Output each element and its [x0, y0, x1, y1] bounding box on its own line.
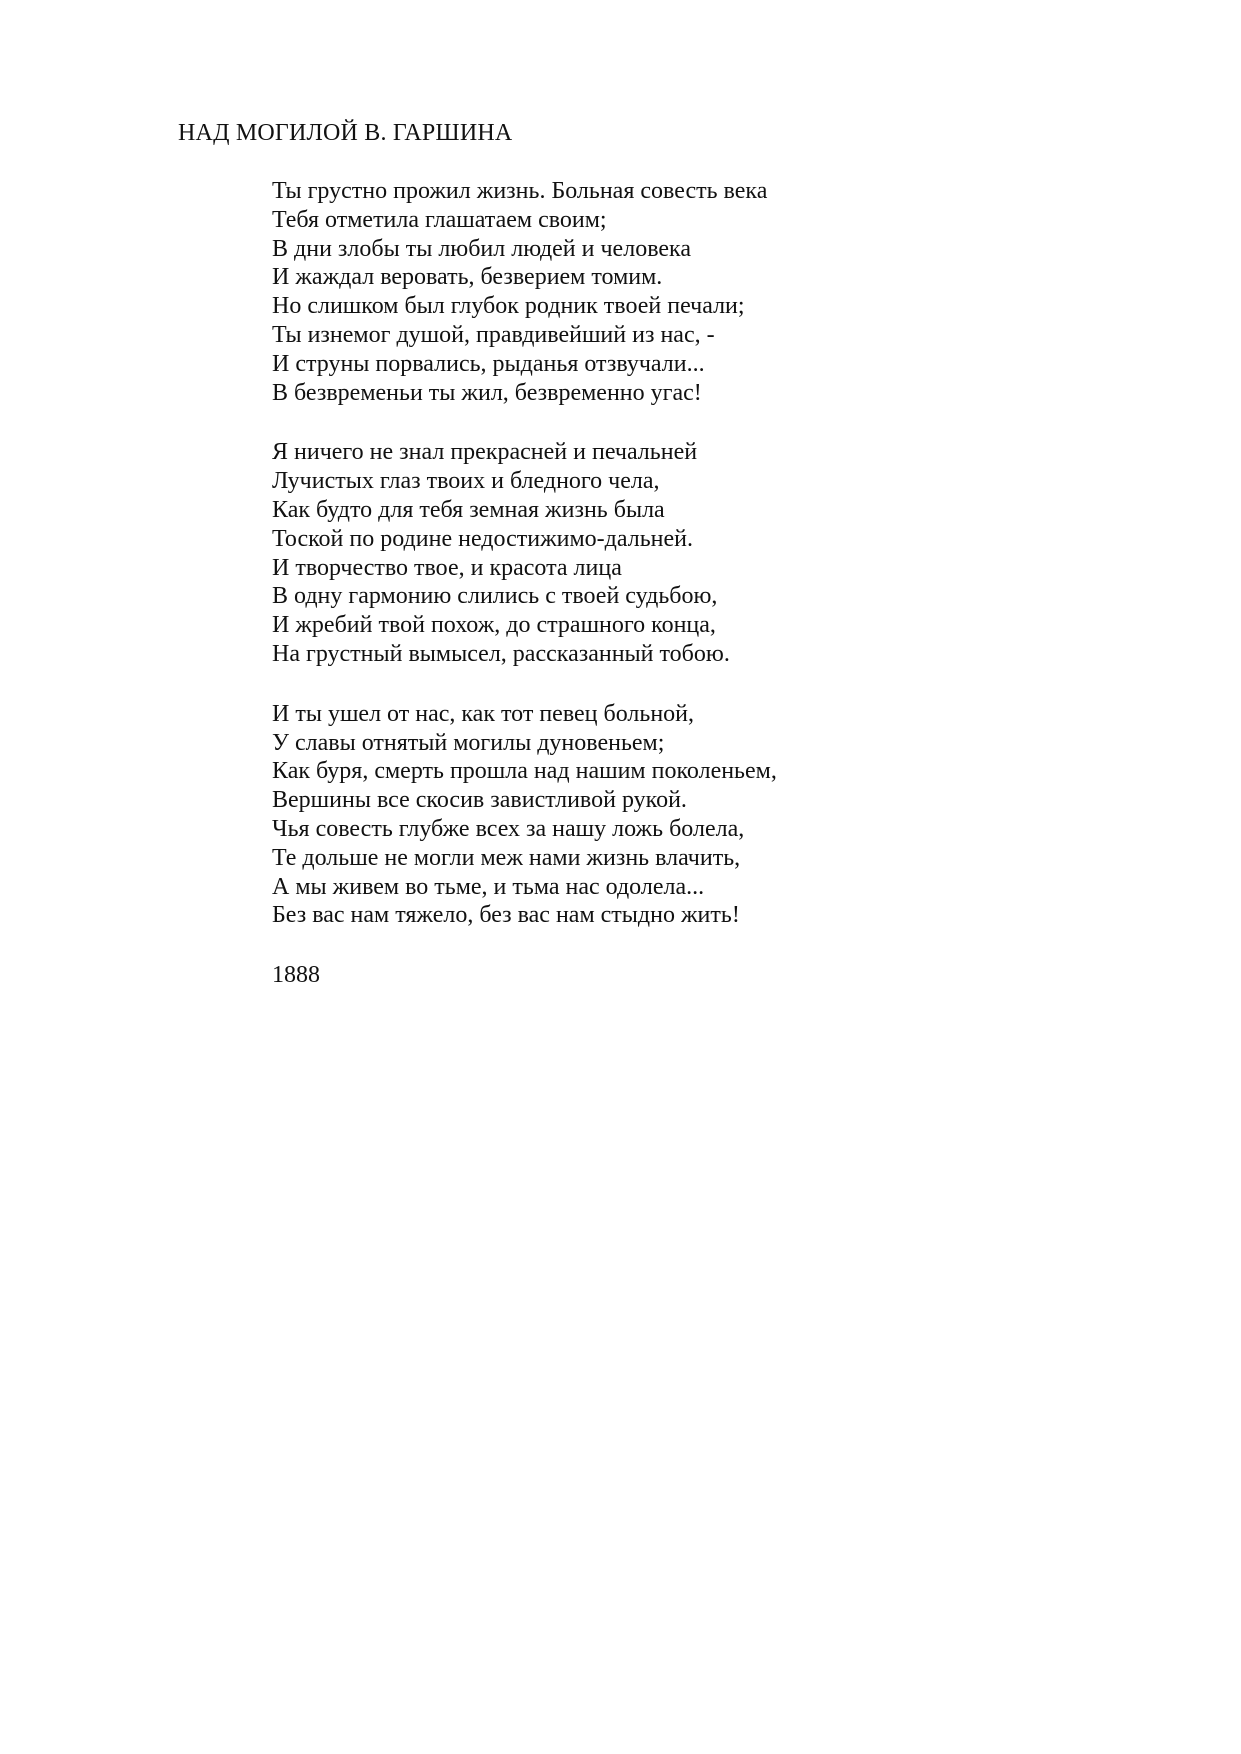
poem-line: Как буря, смерть прошла над нашим поколеньем,	[272, 758, 777, 785]
poem-line: Лучистых глаз твоих и бледного чела,	[272, 468, 660, 495]
poem-line: Но слишком был глубок родник твоей печали;	[272, 293, 745, 320]
poem-line: Ты изнемог душой, правдивейший из нас, -	[272, 321, 715, 348]
poem-body	[272, 177, 1172, 990]
poem-line: Без вас нам тяжело, без вас нам стыдно жить!	[272, 902, 740, 929]
poem-line: А мы живем во тьме, и тьма нас одолела...	[272, 873, 705, 900]
poem-line: И ты ушел от нас, как тот певец больной,	[272, 700, 695, 727]
poem-line: Ты грустно прожил жизнь. Больная совесть века	[272, 178, 768, 204]
poem-line: Вершины все скосив завистливой рукой.	[272, 787, 687, 814]
poem-line: И струны порвались, рыданья отзвучали...	[272, 350, 705, 377]
poem-line: Тебя отметила глашатаем своим;	[272, 206, 607, 233]
poem-title: НАД МОГИЛОЙ В. ГАРШИНА	[178, 120, 513, 146]
poem-line: В одну гармонию слились с твоей судьбою,	[272, 583, 718, 610]
poem-line: Чья совесть глубже всех за нашу ложь болела,	[272, 815, 745, 842]
poem-line: В безвременьи ты жил, безвременно угас!	[272, 379, 702, 406]
poem-line: Тоской по родине недостижимо-дальней.	[272, 525, 694, 552]
stanza-3	[272, 700, 1172, 930]
poem-line: На грустный вымысел, рассказанный тобою.	[272, 640, 730, 667]
poem-line: И жаждал веровать, безверием томим.	[272, 264, 663, 291]
poem-line: В дни злобы ты любил людей и человека	[272, 235, 691, 262]
poem-line: Те дольше не могли меж нами жизнь влачить,	[272, 844, 741, 871]
poem-line: И жребий твой похож, до страшного конца,	[272, 612, 716, 639]
poem-line: Как будто для тебя земная жизнь была	[272, 496, 665, 523]
poem-line: У славы отнятый могилы дуновеньем;	[272, 729, 665, 756]
poem-line: И творчество твое, и красота лица	[272, 554, 622, 581]
stanza-2	[272, 438, 1172, 668]
poem-year: 1888	[272, 962, 320, 989]
stanza-1	[272, 177, 1172, 407]
poem-line: Я ничего не знал прекрасней и печальней	[272, 439, 698, 466]
